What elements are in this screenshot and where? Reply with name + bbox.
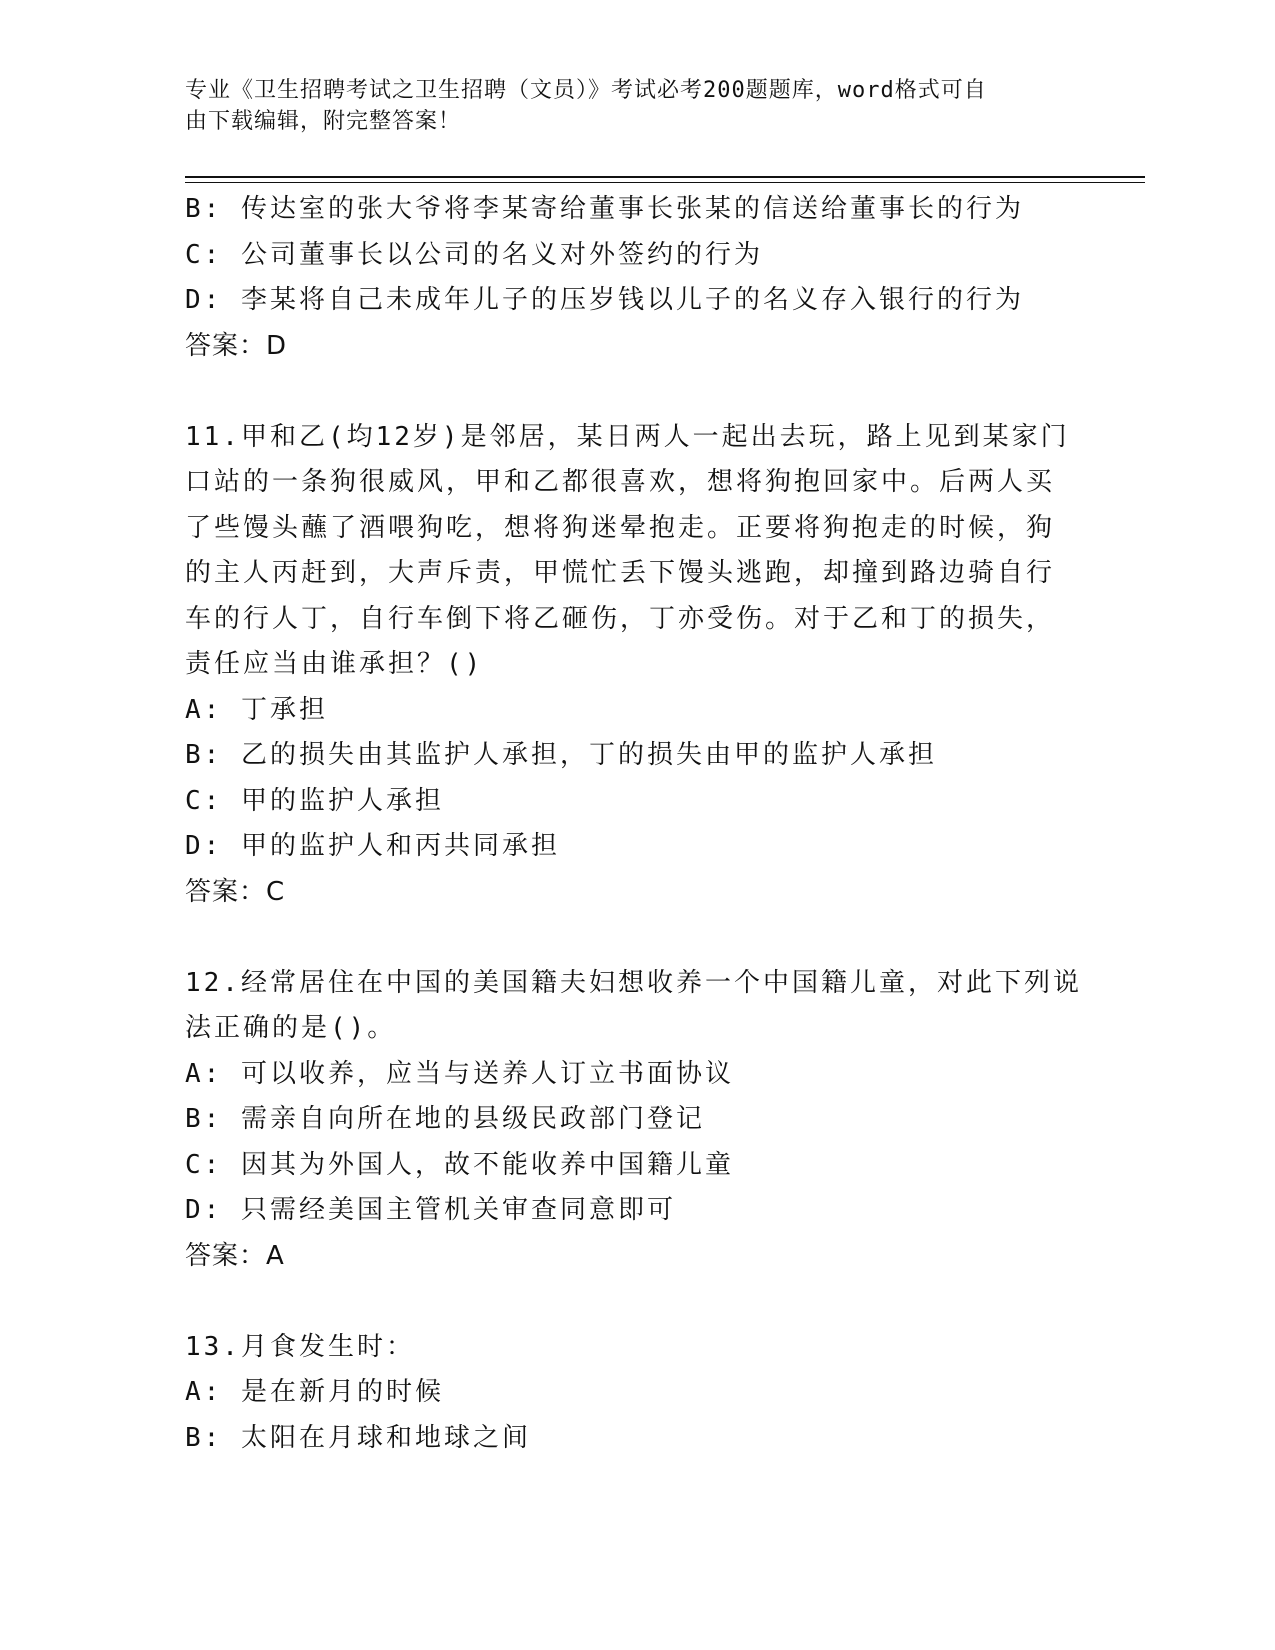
option-c: C: 因其为外国人，故不能收养中国籍儿童 xyxy=(185,1149,734,1180)
header-title-line-1: 专业《卫生招聘考试之卫生招聘（文员）》考试必考200题题库，word格式可自 xyxy=(185,78,987,103)
spacer xyxy=(185,1279,1085,1325)
option-d: D: 李某将自己未成年儿子的压岁钱以儿子的名义存入银行的行为 xyxy=(185,285,1024,315)
option-d: D: 甲的监护人和丙共同承担 xyxy=(185,831,560,861)
answer-line: 答案：A xyxy=(185,1240,285,1271)
question-stem-line: 车的行人丁，自行车倒下将乙砸伤，丁亦受伤。对于乙和丁的损失， xyxy=(185,603,1056,634)
document-body xyxy=(185,187,1085,1461)
option-a: A: 是在新月的时候 xyxy=(185,1377,444,1407)
question-stem-line: 法正确的是()。 xyxy=(185,1013,397,1043)
question-stem-line: 11.甲和乙(均12岁)是邻居，某日两人一起出去玩，路上见到某家门 xyxy=(185,421,1070,452)
option-a: A: 丁承担 xyxy=(185,694,328,725)
question-stem-line: 口站的一条狗很威风，甲和乙都很喜欢，想将狗抱回家中。后两人买 xyxy=(185,467,1056,497)
option-b: B: 太阳在月球和地球之间 xyxy=(185,1422,531,1453)
header-divider-thin xyxy=(185,182,1145,183)
answer-line: 答案：C xyxy=(185,876,286,907)
question-stem-line: 12.经常居住在中国的美国籍夫妇想收养一个中国籍儿童，对此下列说 xyxy=(185,967,1082,998)
question-11 xyxy=(185,415,1085,916)
spacer xyxy=(185,369,1085,415)
option-a: A: 可以收养，应当与送养人订立书面协议 xyxy=(185,1058,734,1089)
question-10-tail xyxy=(185,187,1085,369)
question-stem-line: 的主人丙赶到，大声斥责，甲慌忙丢下馒头逃跑，却撞到路边骑自行 xyxy=(185,558,1056,588)
document-header xyxy=(185,75,1085,137)
option-b: B: 需亲自向所在地的县级民政部门登记 xyxy=(185,1104,705,1134)
option-c: C: 甲的监护人承担 xyxy=(185,785,444,816)
option-b: B: 乙的损失由其监护人承担，丁的损失由甲的监护人承担 xyxy=(185,740,937,770)
header-divider-thick xyxy=(185,176,1145,178)
header-title-line-2: 由下载编辑，附完整答案！ xyxy=(185,109,462,134)
option-b: B: 传达室的张大爷将李某寄给董事长张某的信送给董事长的行为 xyxy=(185,194,1024,224)
option-c: C: 公司董事长以公司的名义对外签约的行为 xyxy=(185,239,763,270)
question-stem-line: 责任应当由谁承担？() xyxy=(185,649,484,679)
answer-line: 答案：D xyxy=(185,330,288,361)
question-12 xyxy=(185,961,1085,1280)
question-13 xyxy=(185,1325,1085,1462)
question-stem-line: 13.月食发生时： xyxy=(185,1331,415,1362)
question-stem-line: 了些馒头蘸了酒喂狗吃，想将狗迷晕抱走。正要将狗抱走的时候，狗 xyxy=(185,512,1056,543)
spacer xyxy=(185,915,1085,961)
option-d: D: 只需经美国主管机关审查同意即可 xyxy=(185,1195,676,1225)
